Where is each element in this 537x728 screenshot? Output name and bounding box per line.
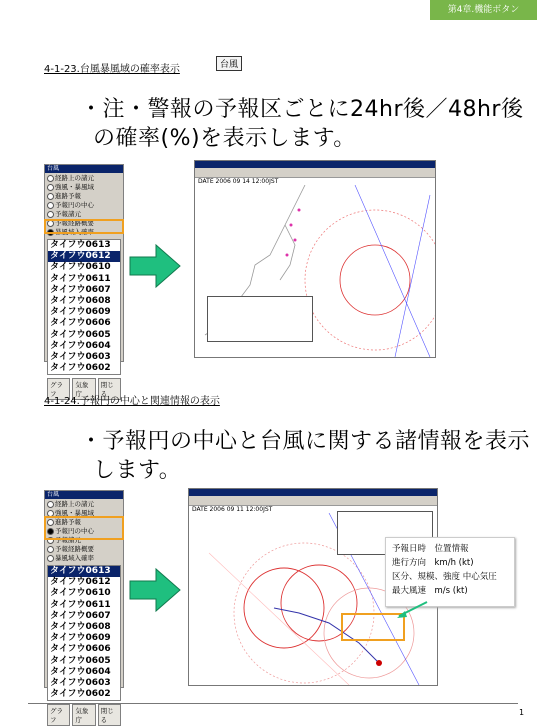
list-item[interactable]: タイフウ0613 (50, 240, 111, 250)
chapter-tab: 第4章.機能ボタン (430, 0, 537, 20)
map-date: DATE 2006 09 11 12:00JST (192, 506, 273, 513)
option-forecast-track[interactable]: 進路予報 (47, 192, 121, 201)
list-item[interactable]: タイフウ0611 (50, 599, 111, 610)
typhoon-list (47, 565, 121, 701)
info-callout (385, 537, 515, 607)
list-item[interactable]: タイフウ0603 (50, 351, 111, 362)
callout-line: 予報日時 位置情報 (392, 544, 469, 554)
arrow-right-icon (128, 567, 182, 613)
list-item[interactable]: タイフウ0605 (50, 329, 111, 340)
typhoon-panel-1 (44, 164, 124, 399)
close-button[interactable]: 閉じる (98, 378, 121, 400)
callout-line: 区分、規模、強度 中心気圧 (392, 572, 497, 582)
map-date: DATE 2006 09 14 12:00JST (198, 178, 279, 185)
list-item[interactable]: タイフウ0607 (50, 610, 111, 621)
list-item[interactable]: タイフウ0609 (50, 633, 111, 644)
list-item[interactable]: タイフウ0608 (50, 295, 111, 306)
section-heading-2: 4-1-24.予報円の中心と関連情報の表示 (44, 396, 220, 407)
callout-pointer (395, 600, 435, 620)
highlight-box (44, 219, 124, 234)
option-storm-probability[interactable]: 暴風域入確率 (47, 228, 121, 237)
list-item[interactable]: タイフウ0608 (50, 621, 111, 632)
callout-line: 進行方向 km/h (kt) (392, 558, 474, 568)
option-wind-area[interactable]: 強風・暴風域 (47, 509, 121, 518)
callout-line: 最大風速 m/s (kt) (392, 586, 468, 596)
option-forecast-track[interactable]: 進路予報 (47, 518, 121, 527)
option-wind-area[interactable]: 強風・暴風域 (47, 183, 121, 192)
panel-titlebar: 台風 (45, 165, 123, 173)
list-item[interactable]: タイフウ0606 (50, 318, 111, 329)
arrow-right-icon (128, 243, 182, 289)
option-route-specs[interactable]: 経路上の諸元 (47, 174, 121, 183)
bullet-2-line1: ・予報円の中心と台風に関する諸情報を表示 (80, 429, 531, 454)
graph-button[interactable]: グラフ (47, 378, 70, 400)
footer-divider (28, 703, 518, 704)
highlight-box (44, 516, 124, 540)
option-route-specs[interactable]: 経路上の諸元 (47, 500, 121, 509)
list-item[interactable]: タイフウ0610 (50, 262, 111, 273)
bullet-2-line2: します。 (93, 458, 182, 483)
option-forecast-center[interactable]: 予報円の中心 (47, 527, 121, 536)
option-forecast-specs[interactable]: 予報諸元 (47, 536, 121, 545)
forecast-info-box (207, 296, 313, 342)
typhoon-list (47, 239, 121, 375)
list-item[interactable]: タイフウ0604 (50, 340, 111, 351)
bullet-1-line1: ・注・警報の予報区ごとに24hr後／48hr後 (80, 97, 524, 122)
list-item[interactable]: タイフウ0602 (50, 363, 111, 374)
option-forecast-center[interactable]: 予報円の中心 (47, 201, 121, 210)
close-button[interactable]: 閉じる (98, 704, 121, 726)
list-item[interactable]: タイフウ0607 (50, 284, 111, 295)
panel-titlebar: 台風 (45, 491, 123, 499)
list-item[interactable]: タイフウ0612 (48, 251, 120, 262)
typhoon-badge: 台風 (216, 56, 242, 71)
option-forecast-specs[interactable]: 予報諸元 (47, 210, 121, 219)
option-storm-probability[interactable]: 暴風域入確率 (47, 554, 121, 563)
list-item[interactable]: タイフウ0605 (50, 655, 111, 666)
list-item[interactable]: タイフウ0602 (50, 689, 111, 700)
list-item[interactable]: タイフウ0604 (50, 666, 111, 677)
bullet-1-line2: の確率(%)を表示します。 (93, 126, 356, 151)
section-heading-1: 4-1-23.台風暴風域の確率表示 (44, 64, 180, 75)
option-forecast-overview[interactable]: 予報経路概要 (47, 219, 121, 228)
list-item[interactable]: タイフウ0609 (50, 307, 111, 318)
list-item[interactable]: タイフウ0603 (50, 677, 111, 688)
list-item[interactable]: タイフウ0613 (48, 566, 120, 577)
jma-button[interactable]: 気象庁 (72, 704, 95, 726)
list-item[interactable]: タイフウ0611 (50, 273, 111, 284)
graph-button[interactable]: グラフ (47, 704, 70, 726)
list-item[interactable]: タイフウ0610 (50, 588, 111, 599)
option-forecast-overview[interactable]: 予報経路概要 (47, 545, 121, 554)
list-item[interactable]: タイフウ0612 (50, 577, 111, 588)
map-screenshot-probability (194, 160, 436, 358)
jma-button[interactable]: 気象庁 (72, 378, 95, 400)
list-item[interactable]: タイフウ0606 (50, 644, 111, 655)
page-number: 1 (519, 708, 525, 717)
